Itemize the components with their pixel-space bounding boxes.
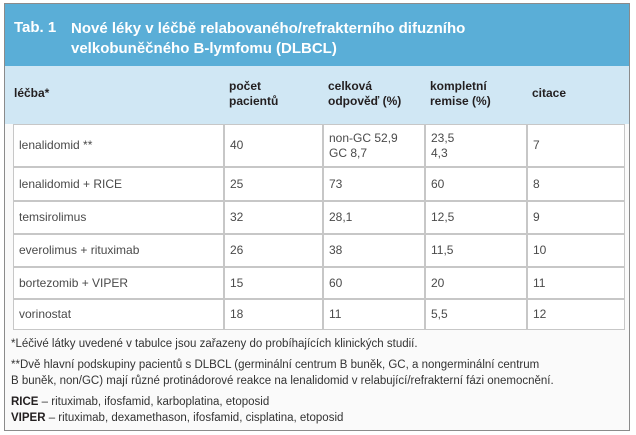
abbr-rice-text: – rituximab, ifosfamid, karboplatina, etoposid [38,396,270,408]
abbr-viper: VIPER [11,412,46,424]
table-figure [4,3,630,431]
table-row [13,267,625,299]
column-header-remission: kompletní remise (%) [430,79,491,108]
table-title-bar [5,4,629,66]
cell-treatment: lenalidomid ** [13,124,224,167]
cell-treatment: lenalidomid + RICE [13,167,224,201]
abbr-viper-text: – rituximab, dexamethason, ifosfamid, cisplatina, etoposid [45,412,344,424]
cell-patients: 26 [224,234,323,267]
footnote-rice [11,394,269,410]
table-header-row [5,66,629,124]
cell-citation: 9 [527,201,625,234]
footnote-trials: *Léčivé látky uvedené v tabulce jsou zařazeny do probíhajících klinických studií. [11,338,418,350]
cell-citation: 12 [527,299,625,330]
cell-response: 73 [323,167,425,201]
table-title: Nové léky v léčbě relabovaného/refrakterního difuzního velkobuněčného B-lymfomu (DLBCL) [71,20,466,57]
cell-citation: 10 [527,234,625,267]
cell-response: 60 [323,267,425,299]
cell-patients: 18 [224,299,323,330]
cell-treatment: temsirolimus [13,201,224,234]
cell-citation: 8 [527,167,625,201]
cell-treatment: everolimus + rituximab [13,234,224,267]
cell-patients: 32 [224,201,323,234]
cell-remission: 20 [425,267,527,299]
cell-remission: 11,5 [425,234,527,267]
footnote-viper [11,410,343,426]
column-header-treatment: léčba* [14,86,50,100]
column-header-citation: citace [532,86,567,100]
cell-citation: 11 [527,267,625,299]
footnote-subgroups-line2: B buněk, non/GC) mají různé protinádorové reakce na lenalidomid v relabující/refrakterní fázi onemocnění. [11,375,554,387]
cell-remission: 12,5 [425,201,527,234]
cell-response: non-GC 52,9 GC 8,7 [323,124,425,167]
cell-citation: 7 [527,124,625,167]
cell-treatment: vorinostat [13,299,224,330]
abbr-rice: RICE [11,396,39,408]
cell-patients: 15 [224,267,323,299]
footnote-subgroups-line1: **Dvě hlavní podskupiny pacientů s DLBCL (germinální centrum B buněk, GC, a nongerminální centrum [11,359,540,371]
column-header-patients: počet pacientů [229,79,279,108]
cell-response: 28,1 [323,201,425,234]
table-row [13,299,625,330]
cell-patients: 40 [224,124,323,167]
cell-response: 11 [323,299,425,330]
cell-remission: 23,5 4,3 [425,124,527,167]
cell-patients: 25 [224,167,323,201]
cell-remission: 60 [425,167,527,201]
cell-remission: 5,5 [425,299,527,330]
table-row [13,124,625,167]
table-number: Tab. 1 [14,19,57,36]
cell-treatment: bortezomib + VIPER [13,267,224,299]
table-row [13,167,625,201]
table-row [13,234,625,267]
cell-response: 38 [323,234,425,267]
table-row [13,201,625,234]
column-header-response: celková odpověď (%) [328,79,402,108]
